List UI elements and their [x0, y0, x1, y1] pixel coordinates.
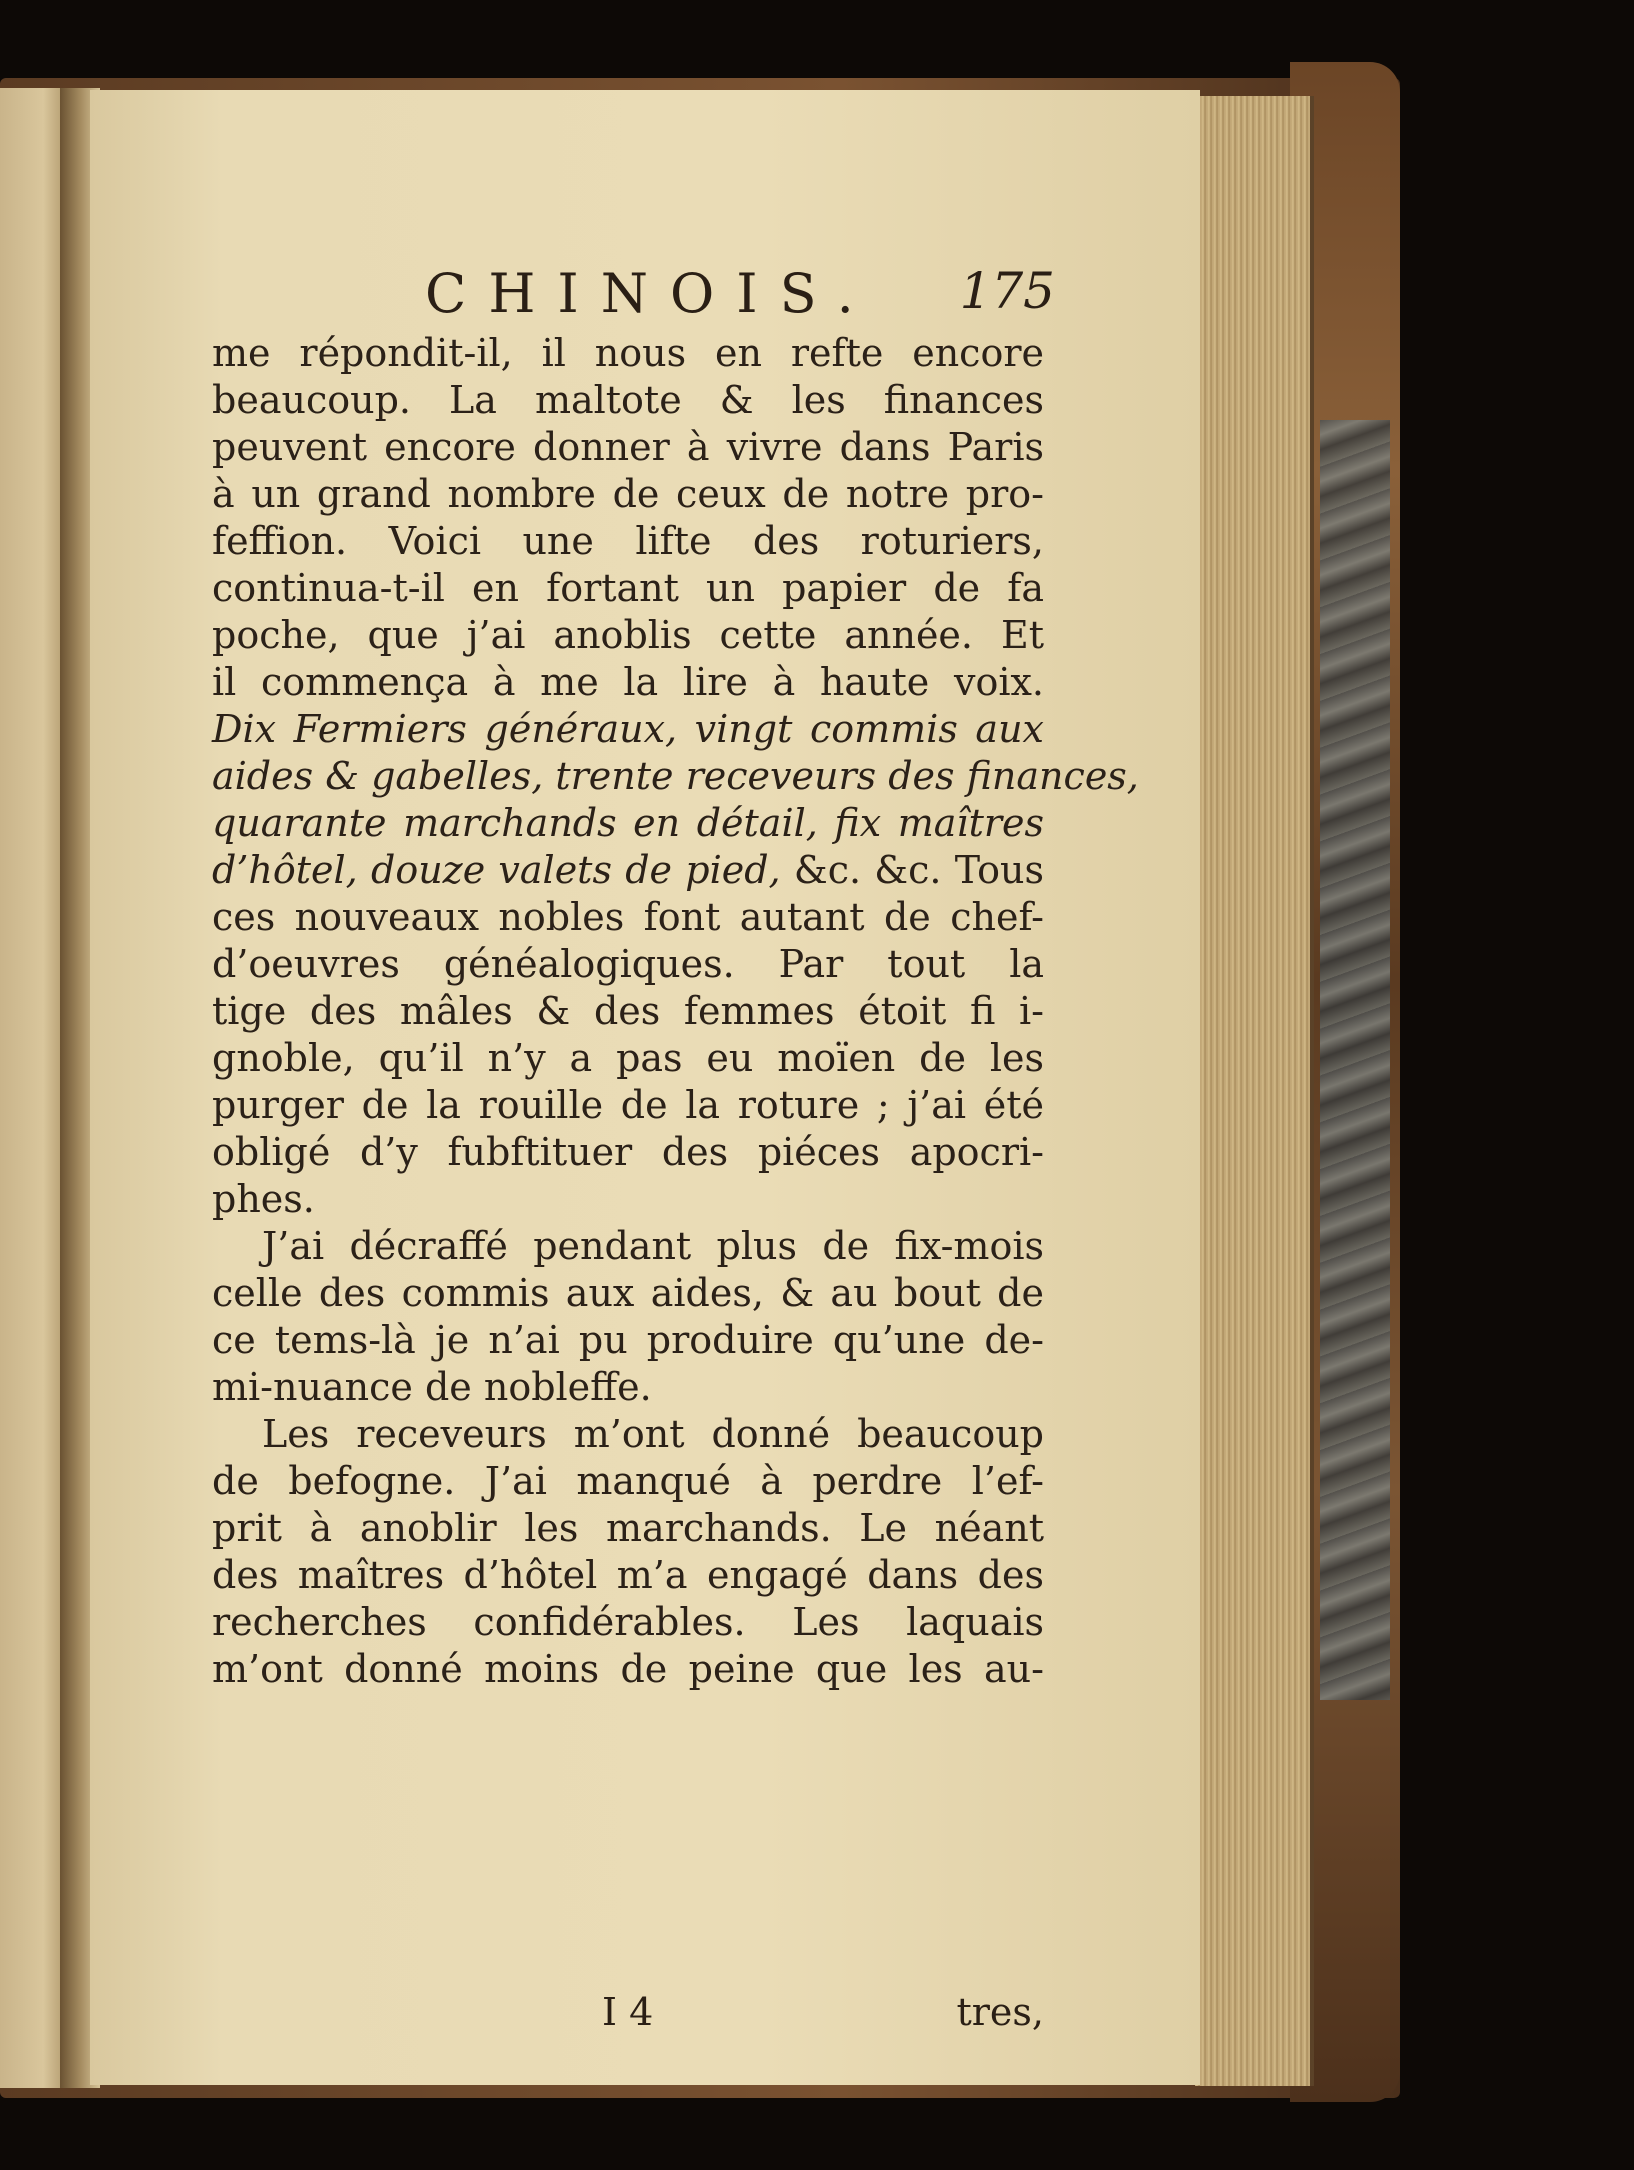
text-line: J’ai décraffé pendant plus de fix-mois — [262, 1224, 1044, 1268]
text-line: d’hôtel, douze valets de pied, &c. &c. Tous — [212, 848, 1044, 892]
marbled-endpaper — [1320, 420, 1390, 1700]
text-line: quarante marchands en détail, fix maîtres — [212, 801, 1044, 845]
text-line: obligé d’y fubftituer des piéces apocri- — [212, 1130, 1044, 1174]
text-line: recherches confidérables. Les laquais — [212, 1600, 1044, 1644]
text-line: feffion. Voici une lifte des roturiers, — [212, 519, 1044, 563]
text-line: des maîtres d’hôtel m’a engagé dans des — [212, 1553, 1044, 1597]
text-line: aides & gabelles, trente receveurs des finances, — [212, 754, 1139, 798]
text-line: m’ont donné moins de peine que les au- — [212, 1647, 1044, 1691]
text-line: à un grand nombre de ceux de notre pro- — [212, 472, 1044, 516]
text-line: ce tems-là je n’ai pu produire qu’une de- — [212, 1318, 1044, 1362]
text-line: Dix Fermiers généraux, vingt commis aux — [212, 707, 1044, 751]
text-line: Les receveurs m’ont donné beaucoup — [262, 1412, 1044, 1456]
page-footer — [212, 1990, 1044, 2040]
page-block-edges — [1195, 96, 1314, 2086]
text-line: me répondit-il, il nous en refte encore — [212, 331, 1044, 375]
text-line: d’oeuvres généalogiques. Par tout la — [212, 942, 1044, 986]
text-line: de befogne. J’ai manqué à perdre l’ef- — [212, 1459, 1044, 1503]
text-line: tige des mâles & des femmes étoit fi i- — [212, 989, 1044, 1033]
text-line: phes. — [212, 1177, 315, 1221]
catchword: tres, — [956, 1990, 1044, 2034]
signature-mark: I 4 — [602, 1990, 654, 2034]
text-line: continua-t-il en fortant un papier de fa — [212, 566, 1044, 610]
body-text — [212, 330, 1139, 1693]
text-line: ces nouveaux nobles font autant de chef- — [212, 895, 1044, 939]
page-number: 175 — [959, 262, 1055, 320]
text-line: celle des commis aux aides, & au bout de — [212, 1271, 1044, 1315]
text-line: beaucoup. La maltote & les finances — [212, 378, 1044, 422]
text-line: il commença à me la lire à haute voix. — [212, 660, 1044, 704]
text-line: prit à anoblir les marchands. Le néant — [212, 1506, 1044, 1550]
text-line: purger de la rouille de la roture ; j’ai été — [212, 1083, 1044, 1127]
text-line: peuvent encore donner à vivre dans Paris — [212, 425, 1044, 469]
text-line: poche, que j’ai anoblis cette année. Et — [212, 613, 1044, 657]
running-title: CHINOIS. — [425, 262, 876, 325]
text-line: mi-nuance de nobleffe. — [212, 1365, 652, 1409]
text-line: gnoble, qu’il n’y a pas eu moïen de les — [212, 1036, 1044, 1080]
page-header — [425, 262, 1055, 332]
